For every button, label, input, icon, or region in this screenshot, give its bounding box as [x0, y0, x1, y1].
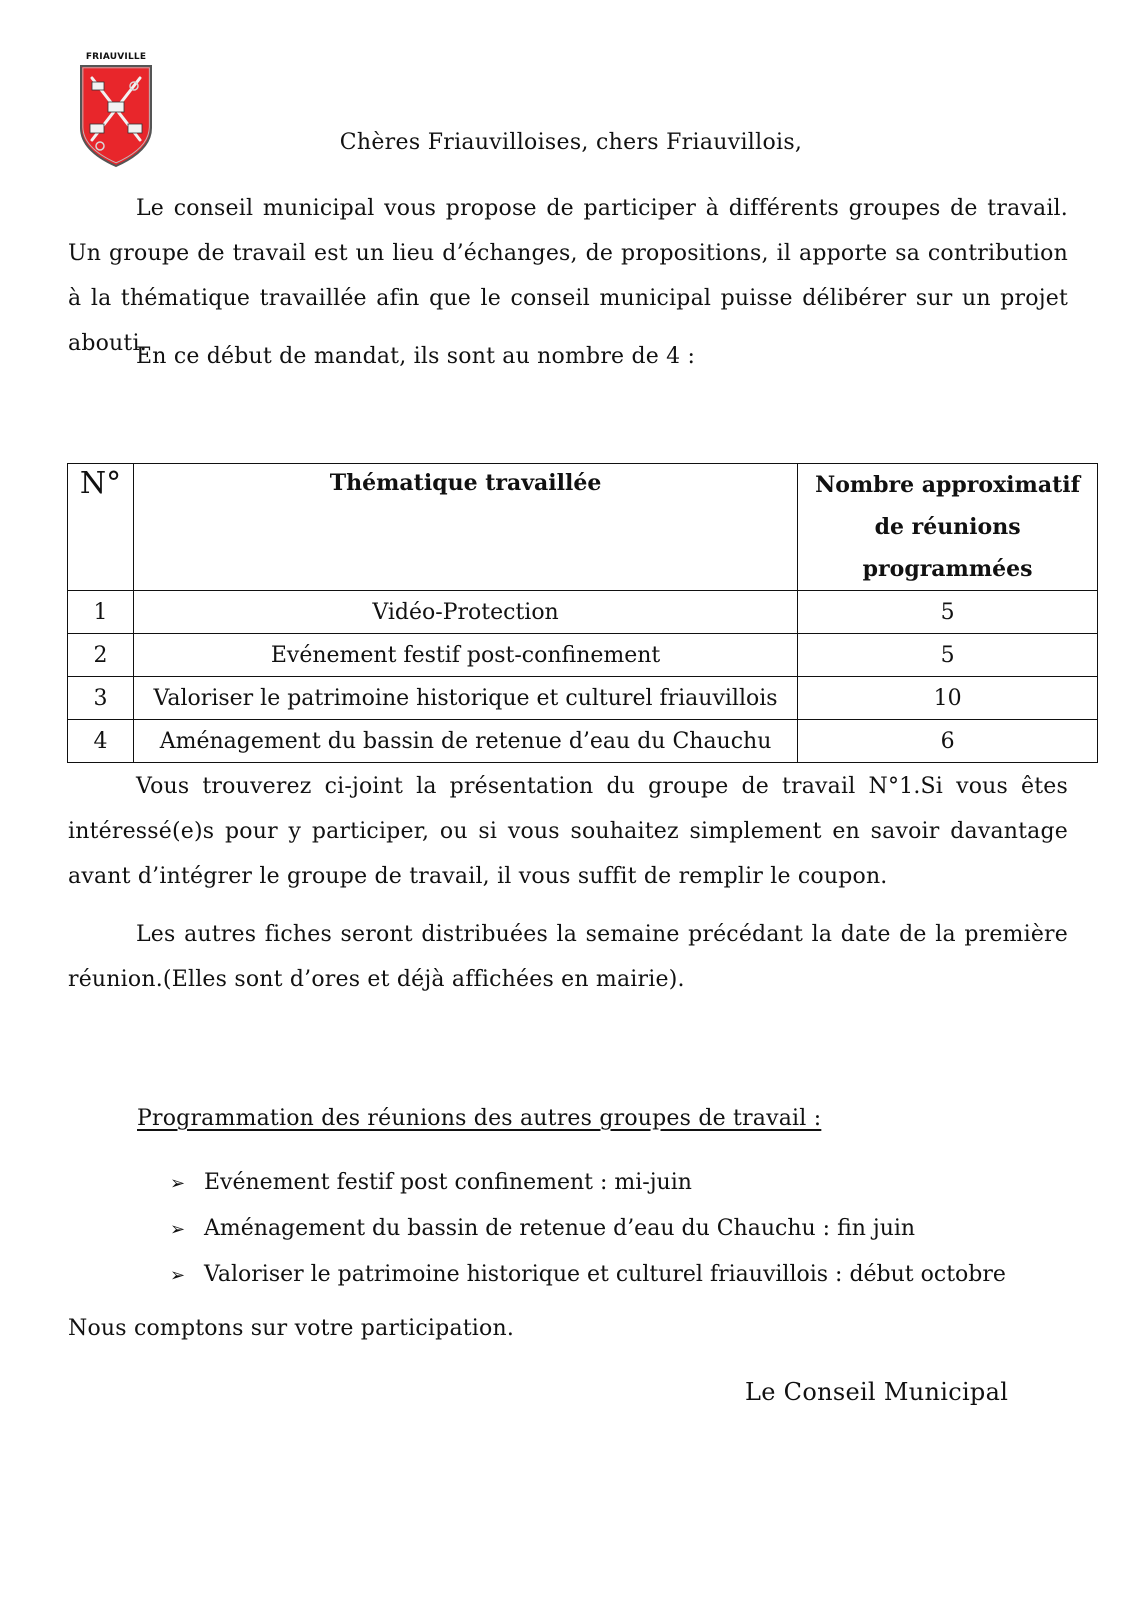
- list-item: [170, 1252, 1006, 1298]
- arrowhead-bullet-icon: ➢: [170, 1219, 186, 1240]
- count-paragraph: [68, 334, 1068, 379]
- header-theme: Thématique travaillée: [133, 464, 797, 591]
- row-meetings: 5: [798, 591, 1098, 634]
- join-text: Vous trouverez ci-joint la présentation du groupe de travail N°1.Si vous êtes intéressé(e)s pour y participer, ou si vous souhaitez simplement en savoir davantage avant d’intégrer le groupe de travail, il vous suffit de remplir le coupon.: [68, 774, 1068, 889]
- row-theme: Valoriser le patrimoine historique et culturel friauvillois: [133, 677, 797, 720]
- table-row: [68, 591, 1098, 634]
- schedule-item-text: Valoriser le patrimoine historique et culturel friauvillois : début octobre: [204, 1262, 1006, 1287]
- schedule-list: [170, 1160, 1006, 1298]
- schedule-heading: Programmation des réunions des autres groupes de travail :: [137, 1106, 822, 1131]
- row-number: 3: [68, 677, 134, 720]
- schedule-item-text: Evénement festif post confinement : mi-juin: [204, 1170, 692, 1195]
- table-header-row: [68, 464, 1098, 591]
- row-number: 1: [68, 591, 134, 634]
- arrowhead-bullet-icon: ➢: [170, 1265, 186, 1286]
- row-theme: Vidéo-Protection: [133, 591, 797, 634]
- schedule-item-text: Aménagement du bassin de retenue d’eau du Chauchu : fin juin: [204, 1216, 916, 1241]
- row-number: 4: [68, 720, 134, 763]
- list-item: [170, 1206, 1006, 1252]
- count-text: En ce début de mandat, ils sont au nombre de 4 :: [136, 344, 696, 369]
- greeting: Chères Friauvilloises, chers Friauvillois,: [339, 130, 803, 155]
- working-groups-table: [67, 463, 1098, 763]
- header-meetings: Nombre approximatif de réunions programmées: [798, 464, 1098, 591]
- table-row: [68, 677, 1098, 720]
- header-number: N°: [68, 464, 134, 591]
- intro-text: Le conseil municipal vous propose de participer à différents groupes de travail. Un groupe de travail est un lieu d’échanges, de propositions, il apporte sa contribution à la thématique travaillée afin que le conseil municipal puisse délibérer sur un projet abouti.: [68, 196, 1068, 356]
- arrowhead-bullet-icon: ➢: [170, 1173, 186, 1194]
- other-sheets-paragraph: [68, 912, 1068, 1002]
- list-item: [170, 1160, 1006, 1206]
- row-meetings: 10: [798, 677, 1098, 720]
- row-theme: Evénement festif post-confinement: [133, 634, 797, 677]
- row-meetings: 6: [798, 720, 1098, 763]
- closing-line: Nous comptons sur votre participation.: [68, 1316, 515, 1341]
- row-meetings: 5: [798, 634, 1098, 677]
- other-sheets-text: Les autres fiches seront distribuées la semaine précédant la date de la première réunion.(Elles sont d’ores et déjà affichées en mairie).: [68, 922, 1068, 992]
- join-paragraph: [68, 764, 1068, 899]
- logo-label: FRIAUVILLE: [85, 52, 147, 62]
- table-row: [68, 634, 1098, 677]
- table-row: [68, 720, 1098, 763]
- row-number: 2: [68, 634, 134, 677]
- signature: Le Conseil Municipal: [745, 1378, 1009, 1406]
- row-theme: Aménagement du bassin de retenue d’eau du Chauchu: [133, 720, 797, 763]
